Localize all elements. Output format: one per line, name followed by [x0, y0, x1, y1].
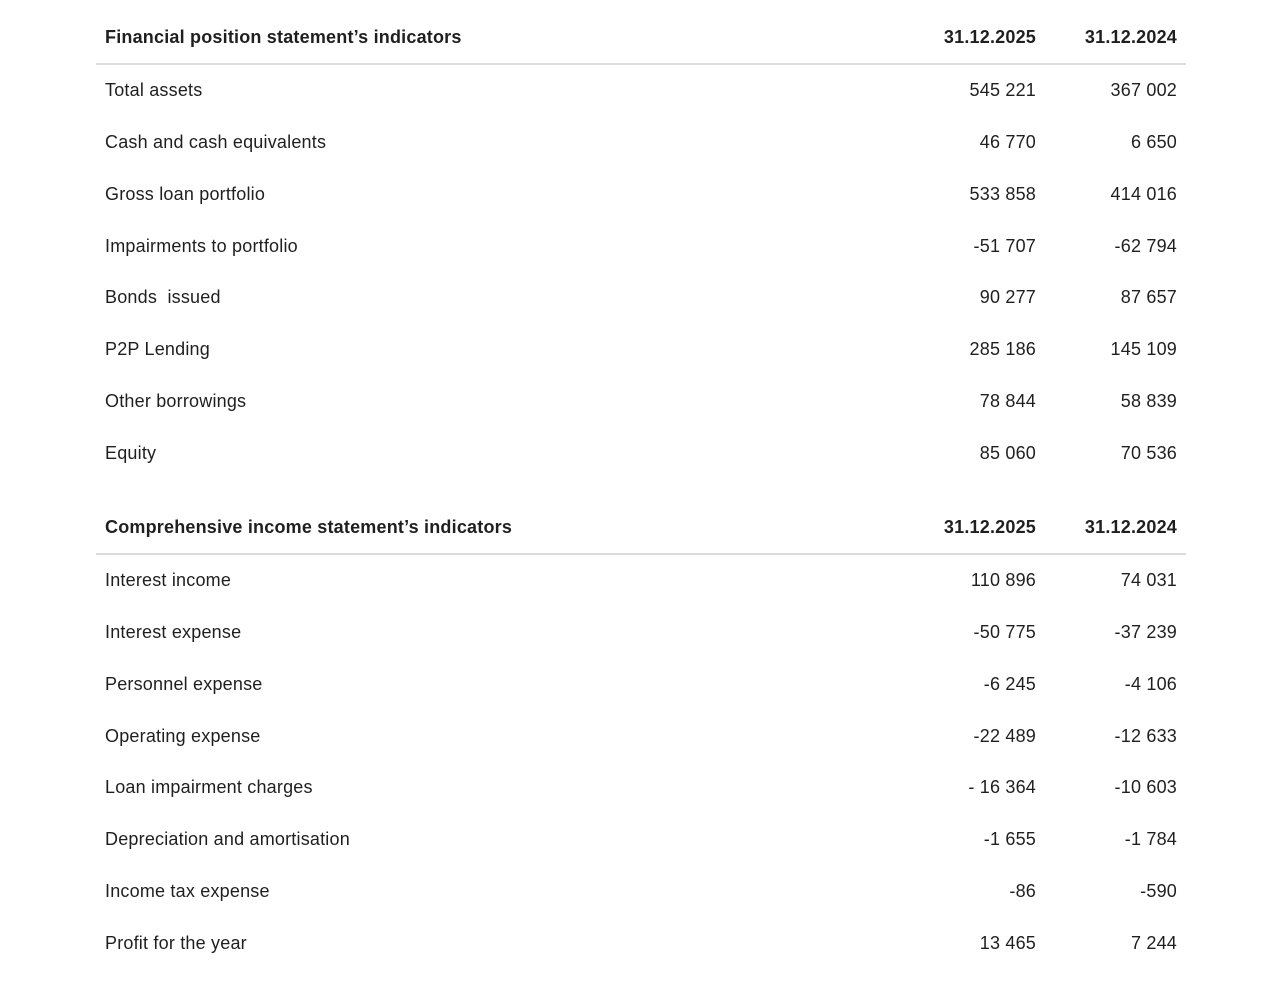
table-row: [96, 710, 1186, 762]
value-2025: -1 655: [983, 829, 1036, 850]
row-label: Other borrowings: [105, 390, 247, 411]
column-header-2024: 31.12.2024: [1045, 11, 1186, 64]
row-label: P2P Lending: [105, 339, 210, 360]
section-heading: Comprehensive income statement’s indicators: [96, 501, 906, 554]
value-2024: -4 106: [1124, 673, 1177, 694]
value-2024: -12 633: [1114, 725, 1177, 746]
table-row: [96, 607, 1186, 659]
financial-position-table: [96, 11, 1186, 501]
table-row: [96, 659, 1186, 711]
value-2025: -22 489: [973, 725, 1036, 746]
row-label: Profit for the year: [105, 932, 247, 953]
table-row: [96, 762, 1186, 814]
value-2024: 6 650: [1130, 132, 1177, 153]
table-row: [96, 814, 1186, 866]
value-2025: 78 844: [979, 390, 1036, 411]
row-label: Income tax expense: [105, 880, 270, 901]
value-2025: -86: [1009, 880, 1036, 901]
value-2025: 90 277: [979, 287, 1036, 308]
table-row: [96, 169, 1186, 221]
row-label: Equity: [105, 442, 157, 463]
financial-indicators: [96, 0, 1186, 969]
row-label: Loan impairment charges: [105, 777, 313, 798]
value-2024: -37 239: [1114, 622, 1177, 643]
value-2024: 7 244: [1130, 932, 1177, 953]
row-label: Interest expense: [105, 622, 242, 643]
value-2025: 545 221: [969, 80, 1036, 101]
value-2025: 13 465: [979, 932, 1036, 953]
value-2025: 110 896: [970, 570, 1036, 591]
column-header-2025: 31.12.2025: [906, 501, 1045, 554]
row-label: Total assets: [105, 80, 203, 101]
row-label: Bonds issued: [105, 287, 221, 308]
column-header-2024: 31.12.2024: [1045, 501, 1186, 554]
row-label: Gross loan portfolio: [105, 183, 266, 204]
value-2024: -1 784: [1124, 829, 1177, 850]
table-row: [96, 376, 1186, 428]
row-label: Depreciation and amortisation: [105, 829, 350, 850]
table-row: [96, 117, 1186, 169]
value-2025: 85 060: [979, 442, 1036, 463]
value-2025: 46 770: [979, 132, 1036, 153]
section-heading: Financial position statement’s indicators: [96, 11, 906, 64]
value-2025: -6 245: [983, 673, 1036, 694]
row-label: Operating expense: [105, 725, 261, 746]
table-row: [96, 917, 1186, 969]
row-label: Interest income: [105, 570, 232, 591]
value-2024: 70 536: [1120, 442, 1177, 463]
value-2024: 367 002: [1110, 80, 1177, 101]
table-row: [96, 554, 1186, 607]
row-label: Personnel expense: [105, 673, 263, 694]
value-2024: 74 031: [1120, 570, 1177, 591]
table-row: [96, 324, 1186, 376]
column-header-2025: 31.12.2025: [906, 11, 1045, 64]
value-2025: 285 186: [969, 339, 1036, 360]
value-2024: 145 109: [1110, 339, 1177, 360]
table-row: [96, 866, 1186, 918]
value-2025: 533 858: [969, 183, 1036, 204]
value-2024: 414 016: [1110, 183, 1177, 204]
comprehensive-income-table: [96, 501, 1186, 969]
table-header-row: [96, 11, 1186, 64]
table-header-row: [96, 501, 1186, 554]
value-2025: -50 775: [973, 622, 1036, 643]
table-row: [96, 220, 1186, 272]
value-2024: -590: [1140, 880, 1177, 901]
value-2024: 87 657: [1120, 287, 1177, 308]
table-row: [96, 427, 1186, 479]
section-spacer: [96, 479, 1186, 501]
row-label: Cash and cash equivalents: [105, 132, 327, 153]
value-2024: -62 794: [1114, 235, 1177, 256]
value-2024: -10 603: [1114, 777, 1177, 798]
value-2025: - 16 364: [968, 777, 1036, 798]
value-2025: -51 707: [973, 235, 1036, 256]
table-row: [96, 272, 1186, 324]
row-label: Impairments to portfolio: [105, 235, 298, 256]
value-2024: 58 839: [1120, 390, 1177, 411]
table-row: [96, 64, 1186, 117]
